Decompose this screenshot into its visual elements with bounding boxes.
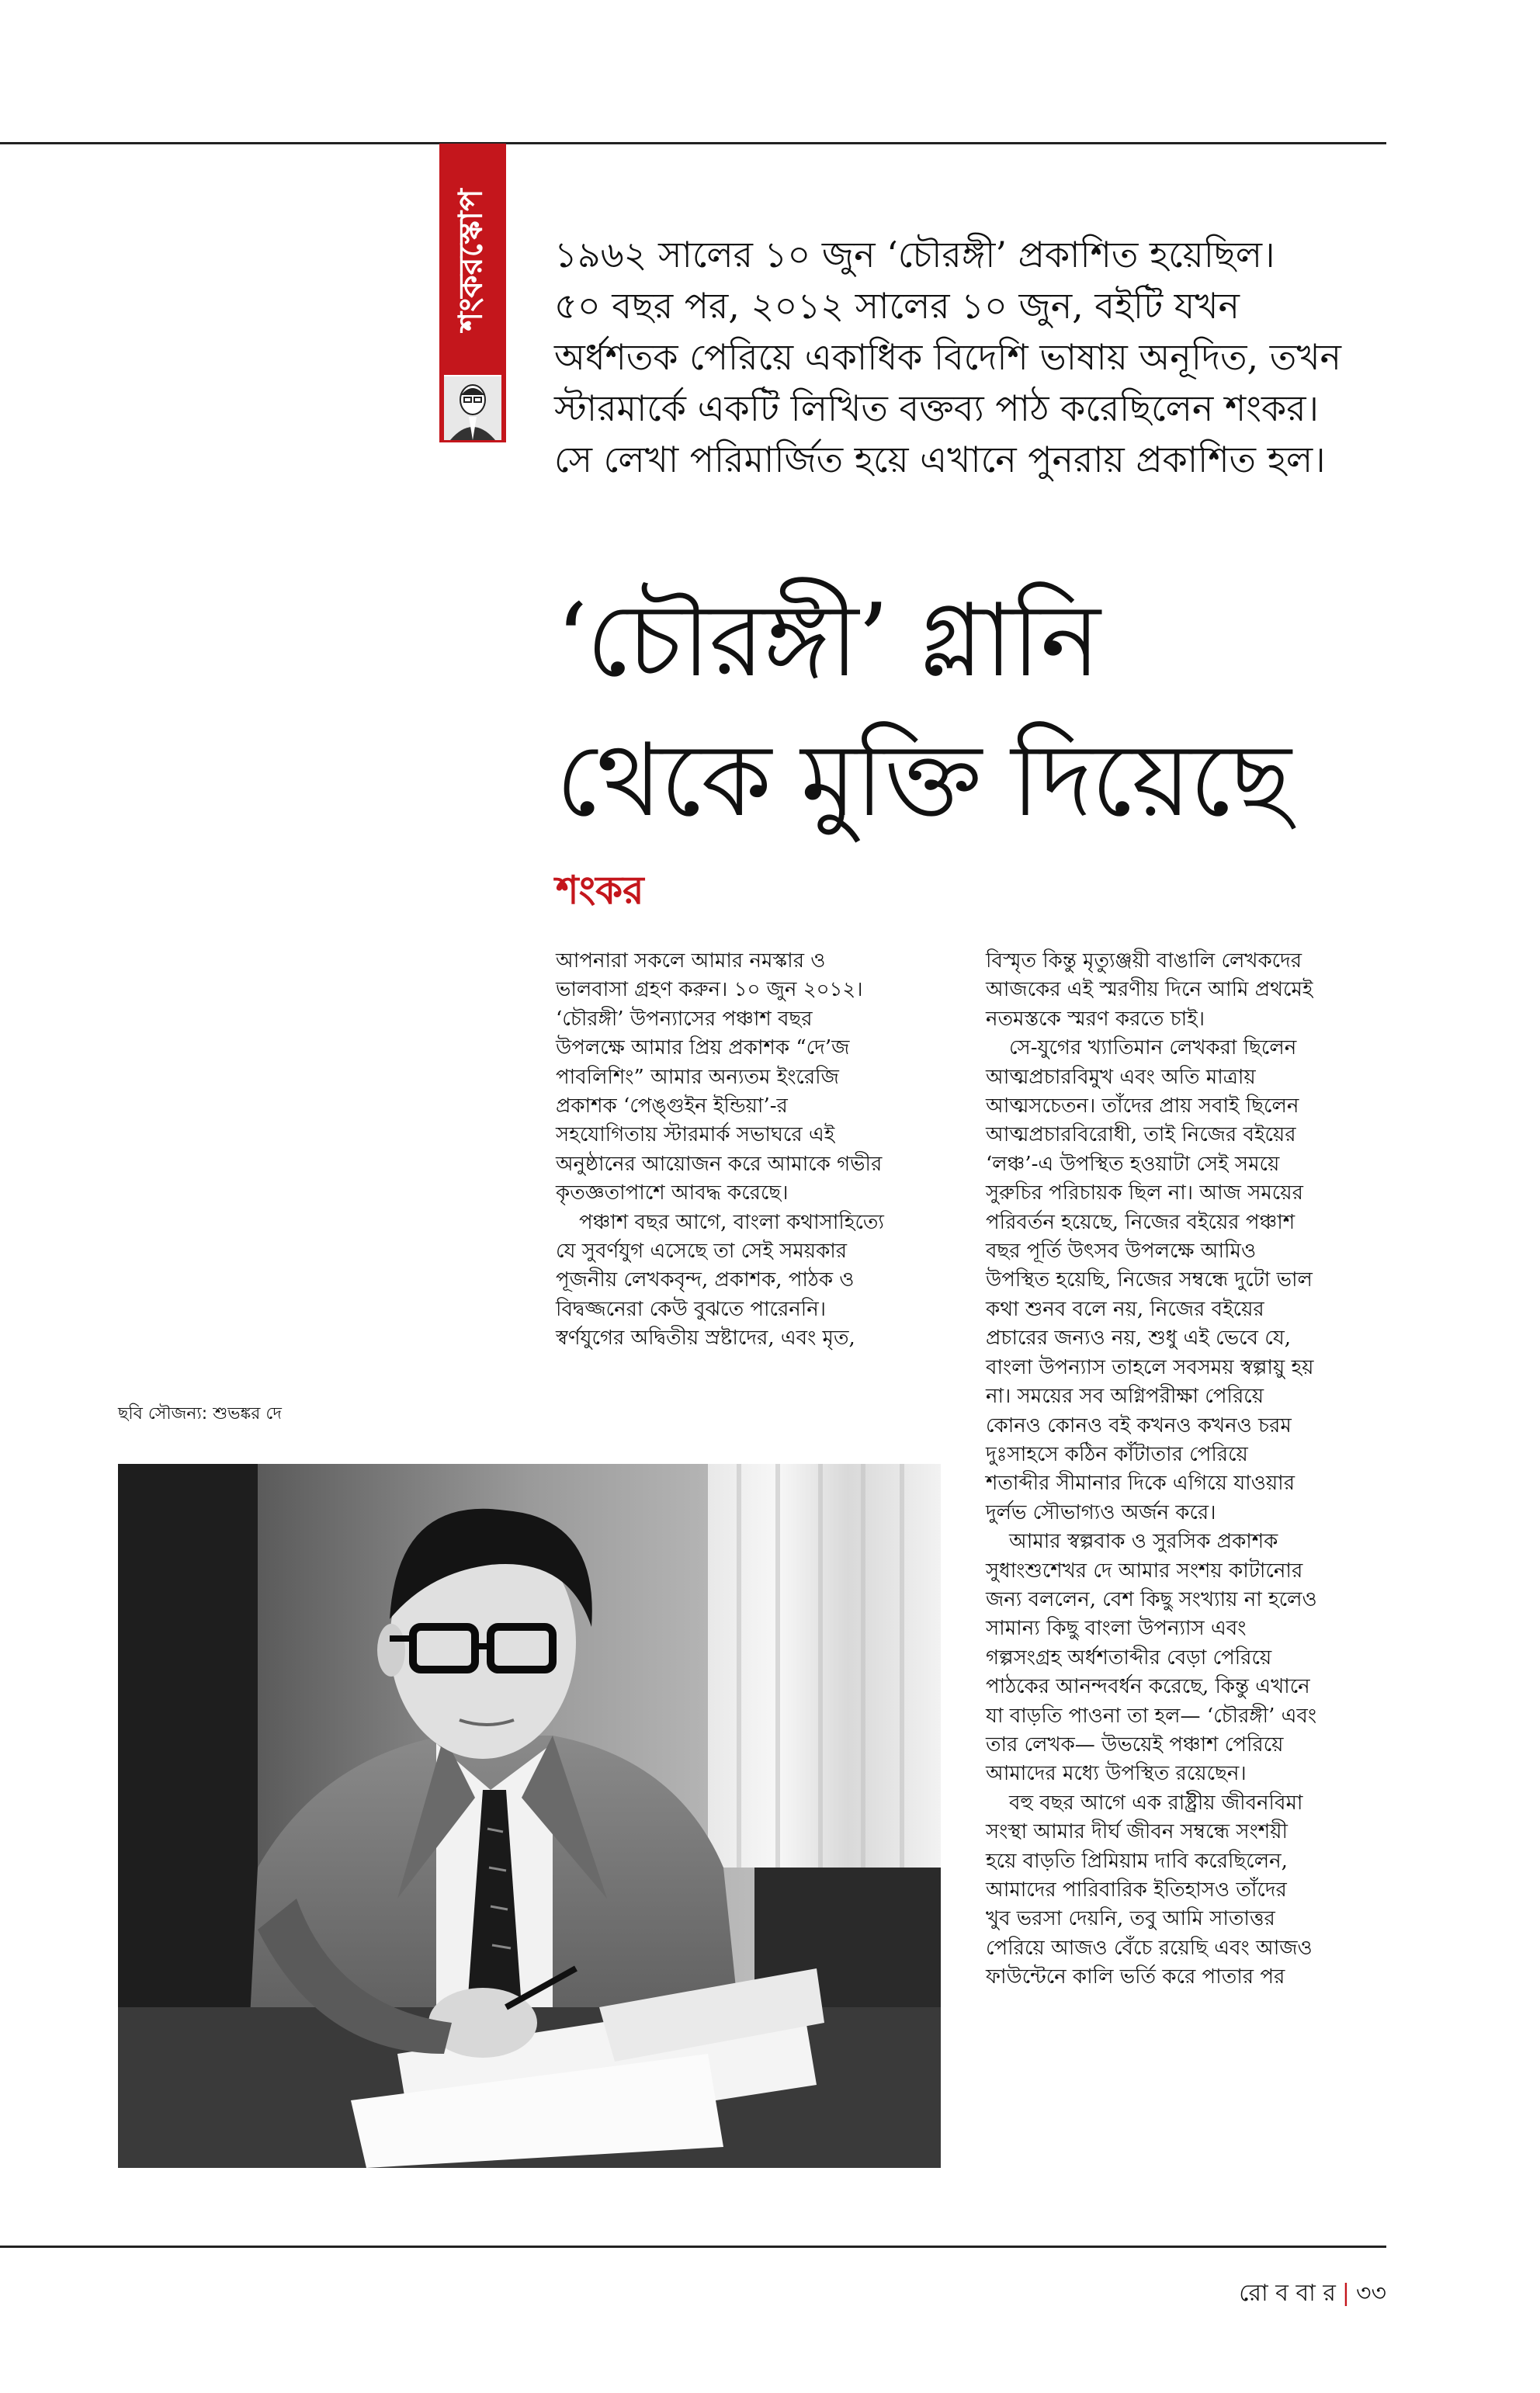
intro-line: স্টারমার্কে একটি লিখিত বক্তব্য পাঠ করেছিলেন শংকর। <box>554 387 1319 429</box>
body-line: কোনও কোনও বই কখনও কখনও চরম <box>986 1413 1292 1438</box>
column-tag-label: শংকরস্কোপ <box>451 189 490 331</box>
body-line: পঞ্চাশ বছর আগে, বাংলা কথাসাহিত্যে <box>579 1210 884 1234</box>
body-line: খুব ভরসা দেয়নি, তবু আমি সাতাত্তর <box>986 1907 1275 1931</box>
intro-line: অর্ধশতক পেরিয়ে একাধিক বিদেশি ভাষায় অনূদিত, তখন <box>554 336 1341 378</box>
top-rule <box>0 142 1386 144</box>
body-line: সামান্য কিছু বাংলা উপন্যাস এবং <box>986 1617 1247 1641</box>
body-line: ‘লঞ্চ’-এ উপস্থিত হওয়াটা সেই সময়ে <box>986 1152 1280 1176</box>
body-line: উপলক্ষে আমার প্রিয় প্রকাশক “দে’জ <box>556 1036 850 1060</box>
body-line: উপস্থিত হয়েছি, নিজের সম্বন্ধে দুটো ভাল <box>986 1268 1313 1292</box>
body-line: কৃতজ্ঞতাপাশে আবদ্ধ করেছে। <box>556 1181 789 1205</box>
body-line: বহু বছর আগে এক রাষ্ট্রীয় জীবনবিমা <box>1009 1791 1303 1815</box>
author-photo <box>118 1464 941 2168</box>
body-line: আমাদের পারিবারিক ইতিহাসও তাঁদের <box>986 1878 1287 1902</box>
intro-standfirst <box>554 229 1393 485</box>
article-headline <box>556 571 1410 850</box>
body-line: বিদ্বজ্জনেরা কেউ বুঝতে পারেননি। <box>556 1297 827 1321</box>
body-line: কথা শুনব বলে নয়, নিজের বইয়ের <box>986 1297 1264 1321</box>
body-line: আপনারা সকলে আমার নমস্কার ও <box>556 949 826 973</box>
body-line: সে-যুগের খ্যাতিমান লেখকরা ছিলেন <box>1009 1036 1297 1060</box>
intro-line: ১৯৬২ সালের ১০ জুন ‘চৌরঙ্গী’ প্রকাশিত হয়েছিল। <box>554 234 1275 276</box>
body-line: ভালবাসা গ্রহণ করুন। ১০ জুন ২০১২। <box>556 978 863 1002</box>
photo-caption: ছবি সৌজন্য: শুভঙ্কর দে <box>118 1404 282 1424</box>
body-line: স্বর্ণযুগের অদ্বিতীয় স্রষ্টাদের, এবং মৃত, <box>556 1327 855 1351</box>
column-tag <box>439 144 506 442</box>
body-line: প্রচারের জন্যও নয়, শুধু এই ভেবে যে, <box>986 1327 1292 1351</box>
body-line: নতমস্তকে স্মরণ করতে চাই। <box>986 1007 1205 1031</box>
body-line: পেরিয়ে আজও বেঁচে রয়েছি এবং আজও <box>986 1936 1313 1960</box>
author-byline: শংকর <box>556 867 644 913</box>
body-line: ফাউন্টেনে কালি ভর্তি করে পাতার পর <box>986 1965 1285 1989</box>
page-number: ৩৩ <box>1355 2280 1386 2307</box>
body-line: আত্মপ্রচারবিমুখ এবং অতি মাত্রায় <box>986 1065 1256 1089</box>
body-line: পাবলিশিং” আমার অন্যতম ইংরেজি <box>556 1065 839 1089</box>
body-line: যা বাড়তি পাওনা তা হল— ‘চৌরঙ্গী’ এবং <box>986 1704 1317 1728</box>
body-line: আমার স্বল্পবাক ও সুরসিক প্রকাশক <box>1009 1530 1278 1554</box>
body-line: আত্মপ্রচারবিরোধী, তাই নিজের বইয়ের <box>986 1123 1296 1147</box>
body-line: দুঃসাহসে কঠিন কাঁটাতার পেরিয়ে <box>986 1442 1248 1466</box>
body-column-2 <box>986 947 1393 1992</box>
body-line: যে সুবর্ণযুগ এসেছে তা সেই সময়কার <box>556 1240 848 1264</box>
body-line: ‘চৌরঙ্গী’ উপন্যাসের পঞ্চাশ বছর <box>556 1007 813 1031</box>
body-line: বছর পূর্তি উৎসব উপলক্ষে আমিও <box>986 1240 1257 1264</box>
body-line: বাংলা উপন্যাস তাহলে সবসময় স্বল্পায়ু হয় <box>986 1355 1314 1379</box>
body-line: সহযোগিতায় স্টারমার্ক সভাঘরে এই <box>556 1123 835 1147</box>
headline-line-2: থেকে মুক্তি দিয়েছে <box>556 721 1290 839</box>
bottom-rule <box>0 2246 1386 2248</box>
intro-line: ৫০ বছর পর, ২০১২ সালের ১০ জুন, বইটি যখন <box>554 285 1240 327</box>
body-line: বিস্মৃত কিন্তু মৃত্যুঞ্জয়ী বাঙালি লেখকদের <box>986 949 1302 973</box>
body-line: গল্পসংগ্রহ অর্ধশতাব্দীর বেড়া পেরিয়ে <box>986 1646 1272 1670</box>
page-footer <box>1239 2274 1386 2314</box>
body-line: আজকের এই স্মরণীয় দিনে আমি প্রথমেই <box>986 978 1313 1002</box>
body-line: তার লেখক— উভয়েই পঞ্চাশ পেরিয়ে <box>986 1732 1284 1757</box>
body-line: দুর্লভ সৌভাগ্যও অর্জন করে। <box>986 1500 1216 1524</box>
body-line: অনুষ্ঠানের আয়োজন করে আমাকে গভীর <box>556 1152 883 1176</box>
magazine-name: রো ব বা র <box>1239 2280 1336 2307</box>
body-line: শতাব্দীর সীমানার দিকে এগিয়ে যাওয়ার <box>986 1472 1295 1496</box>
body-line: আমাদের মধ্যে উপস্থিত রয়েছেন। <box>986 1762 1247 1786</box>
intro-line: সে লেখা পরিমার্জিত হয়ে এখানে পুনরায় প্রকাশিত হল। <box>554 439 1326 480</box>
body-line: পূজনীয় লেখকবৃন্দ, প্রকাশক, পাঠক ও <box>556 1268 855 1292</box>
body-line: আত্মসচেতন। তাঁদের প্রায় সবাই ছিলেন <box>986 1094 1299 1118</box>
footer-separator: | <box>1341 2280 1350 2307</box>
body-line: সংস্থা আমার দীর্ঘ জীবন সম্বন্ধে সংশয়ী <box>986 1820 1288 1844</box>
body-line: পাঠকের আনন্দবর্ধন করেছে, কিন্তু এখানে <box>986 1675 1310 1699</box>
body-line: প্রকাশক ‘পেঙ্গুইন ইন্ডিয়া’-র <box>556 1094 788 1118</box>
headline-line-1: ‘চৌরঙ্গী’ গ্লানি <box>556 581 1099 699</box>
body-line: সুরুচির পরিচায়ক ছিল না। আজ সময়ের <box>986 1181 1303 1205</box>
body-line: পরিবর্তন হয়েছে, নিজের বইয়ের পঞ্চাশ <box>986 1210 1295 1234</box>
body-line: সুধাংশুশেখর দে আমার সংশয় কাটানোর <box>986 1559 1303 1583</box>
author-portrait-thumbnail <box>444 375 501 440</box>
body-line: হয়ে বাড়তি প্রিমিয়াম দাবি করেছিলেন, <box>986 1849 1288 1873</box>
body-line: জন্য বললেন, বেশ কিছু সংখ্যায় না হলেও <box>986 1587 1317 1611</box>
body-column-1 <box>556 947 944 1354</box>
body-line: না। সময়ের সব অগ্নিপরীক্ষা পেরিয়ে <box>986 1385 1264 1409</box>
